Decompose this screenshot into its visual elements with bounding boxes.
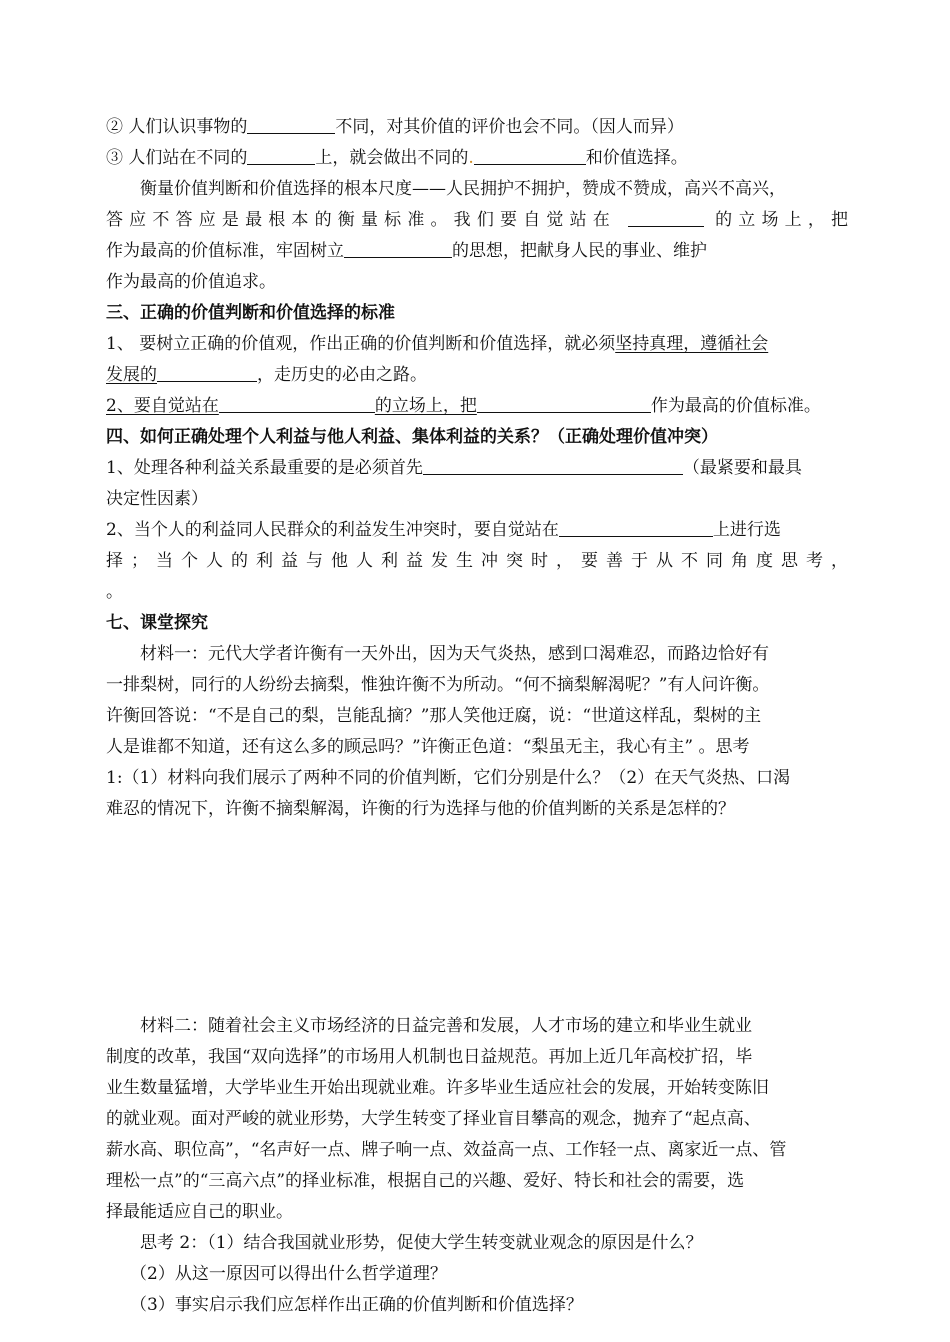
underlined-text: 发展的 — [106, 365, 157, 385]
section-4-item-1-cont: 决定性因素） — [106, 489, 208, 509]
underlined-text: 的立场上，把 — [374, 396, 477, 416]
item-text: 作为最高的价值标准。 — [650, 396, 821, 416]
item-text: （最紧要和最具 — [682, 458, 802, 478]
material-1-line: 人是谁都不知道，还有这么多的顾忌吗？”许衡正色道：“梨虽无主，我心有主” 。思考 — [106, 737, 750, 757]
point-2-text-end: 不同，对其价值的评价也会不同。（因人而异） — [335, 117, 684, 137]
fill-blank[interactable] — [344, 239, 452, 258]
material-1-line: 难忍的情况下，许衡不摘梨解渴，许衡的行为选择与他的价值判断的关系是怎样的？ — [106, 799, 735, 819]
paragraph-text: 衡量价值判断和价值选择的根本尺度——人民拥护不拥护，赞成不赞成，高兴不高兴， — [140, 179, 786, 199]
section-3-item-1 — [106, 329, 848, 360]
fill-blank[interactable] — [247, 146, 315, 165]
item-text: 1、 要树立正确的价值观，作出正确的价值判断和价值选择，就必须 — [106, 334, 616, 354]
material-2-line: 薪水高、职位高”，“名声好一点、牌子响一点、效益高一点、工作轻一点、离家近一点、管 — [106, 1140, 787, 1160]
item-text: ，走历史的必由之路。 — [257, 365, 427, 385]
fill-blank[interactable] — [628, 208, 704, 227]
paragraph-line — [106, 236, 848, 267]
paragraph-text: 的立场上，把 — [715, 210, 849, 230]
material-2-line: 业生数量猛增，大学毕业生开始出现就业难。许多毕业生适应社会的发展，开始转变陈旧 — [106, 1078, 769, 1098]
paragraph-text: 的思想，把献身人民的事业、维护 — [452, 241, 707, 261]
material-2-line: 理松一点”的“三高六点”的择业标准，根据自己的兴趣、爱好、特长和社会的需要，选 — [106, 1171, 745, 1191]
question-2-line: 思考 2：（1）结合我国就业形势，促使大学生转变就业观念的原因是什么？ — [140, 1233, 703, 1253]
point-3-text-end: 和价值选择。 — [585, 148, 688, 168]
fill-blank[interactable] — [559, 518, 713, 537]
section-4-item-2-cont: 择；当个人的利益与他人利益发生冲突时，要善于从不同角度思考， — [106, 551, 848, 571]
question-2-line: （2）从这一原因可以得出什么哲学道理？ — [130, 1264, 447, 1284]
material-2-line: 的就业观。面对严峻的就业形势，大学生转变了择业盲目攀高的观念，抛弃了“起点高、 — [106, 1109, 761, 1129]
paragraph-line — [106, 205, 848, 236]
underlined-text: 坚持真理，遵循社会 — [615, 334, 769, 354]
point-2-text: ② 人们认识事物的 — [106, 117, 248, 137]
section-4-item-2 — [106, 515, 848, 546]
item-text: 1、处理各种利益关系最重要的是必须首先 — [106, 458, 423, 478]
item-text: 上进行选 — [712, 520, 781, 540]
point-3-text-mid: 上，就会做出不同的 — [315, 148, 469, 168]
paragraph-line — [106, 174, 848, 205]
fill-blank[interactable] — [157, 363, 257, 382]
cursor-mark: . — [468, 148, 474, 168]
paragraph-text: 作为最高的价值追求。 — [106, 272, 276, 292]
answer-space[interactable] — [106, 825, 848, 1011]
material-1-line: 一排梨树，同行的人纷纷去摘梨，惟独许衡不为所动。“何不摘梨解渴呢？”有人问许衡。 — [106, 675, 770, 695]
fill-blank[interactable] — [477, 394, 651, 413]
section-3-heading: 三、正确的价值判断和价值选择的标准 — [106, 303, 395, 323]
document-page — [106, 112, 848, 1321]
section-3-item-1-cont — [106, 360, 848, 391]
item-text: 2、当个人的利益同人民群众的利益发生冲突时，要自觉站在 — [106, 520, 559, 540]
section-3-item-2 — [106, 391, 848, 422]
section-4-heading: 四、如何正确处理个人利益与他人利益、集体利益的关系？（正确处理价值冲突） — [106, 427, 718, 447]
section-4-item-2-end: 。 — [106, 582, 123, 602]
paragraph-text: 作为最高的价值标准，牢固树立 — [106, 241, 344, 261]
paragraph-line — [106, 267, 848, 298]
underlined-text: 2、要自觉站在 — [106, 396, 219, 416]
point-2-line — [106, 112, 848, 143]
fill-blank[interactable] — [474, 146, 586, 165]
material-1-line: 材料一：元代大学者许衡有一天外出，因为天气炎热，感到口渴难忍，而路边恰好有 — [140, 644, 769, 664]
question-2-line: （3）事实启示我们应怎样作出正确的价值判断和价值选择？ — [130, 1295, 583, 1315]
material-2-line: 择最能适应自己的职业。 — [106, 1202, 293, 1222]
material-1-line: 1:（1）材料向我们展示了两种不同的价值判断，它们分别是什么？（2）在天气炎热、口渴 — [106, 768, 791, 788]
fill-blank[interactable] — [219, 394, 375, 413]
paragraph-text: 答应不答应是最根本的衡量标准。我们要自觉站在 — [106, 210, 616, 230]
material-1-line: 许衡回答说：“不是自己的梨，岂能乱摘？”那人笑他迂腐，说：“世道这样乱，梨树的主 — [106, 706, 762, 726]
section-7-heading: 七、课堂探究 — [106, 613, 208, 633]
material-2-line: 制度的改革，我国“双向选择”的市场用人机制也日益规范。再加上近几年高校扩招，毕 — [106, 1047, 753, 1067]
material-2-line: 材料二：随着社会主义市场经济的日益完善和发展，人才市场的建立和毕业生就业 — [140, 1016, 752, 1036]
fill-blank[interactable] — [423, 456, 683, 475]
point-3-line — [106, 143, 848, 174]
point-3-text: ③ 人们站在不同的 — [106, 148, 248, 168]
section-4-item-1 — [106, 453, 848, 484]
fill-blank[interactable] — [247, 115, 335, 134]
